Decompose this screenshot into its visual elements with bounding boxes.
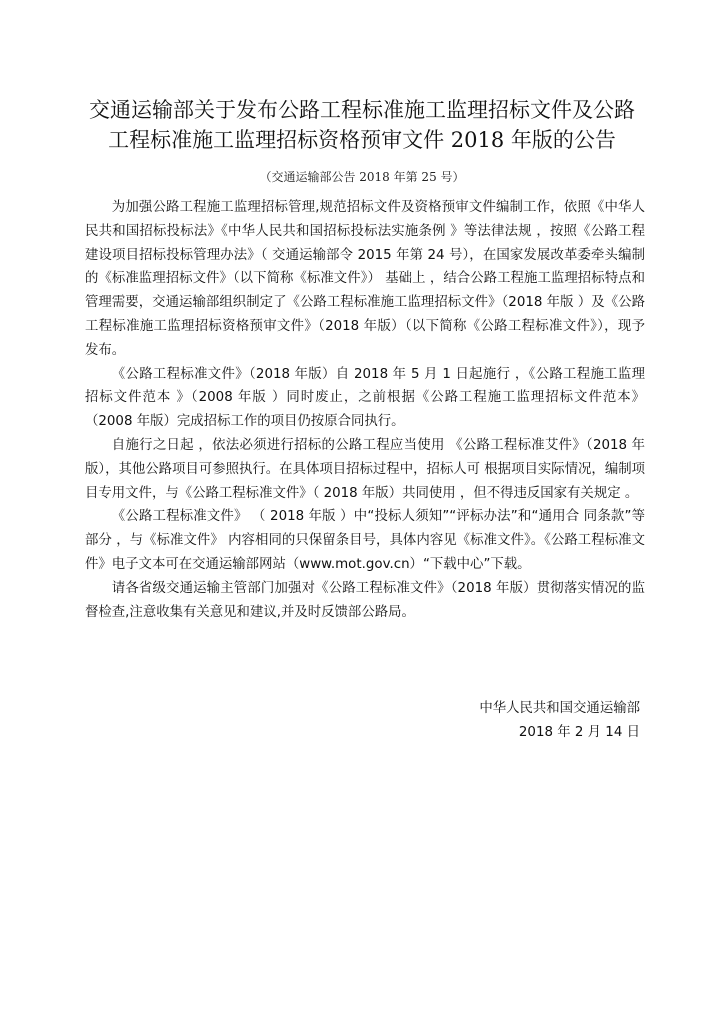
- paragraph-2: 《公路工程标准文件》（2018 年版）自 2018 年 5 月 1 日起施行 ，《公路工程施工监理招标文件范本 》（2008 年版 ）同时废止，之前根据《公路工程施工监理招标文件范本》（2008 年版）完成招标工作的项目仍按原合同执行。: [85, 366, 645, 430]
- title-line-1: 交通运输部关于发布公路工程标准施工监理招标文件及公路: [89, 98, 635, 122]
- document-title: [70, 95, 654, 155]
- paragraph-5: 请各省级交通运输主管部门加强对《公路工程标准文件》（2018 年版）贯彻落实情况的监督检查,注意收集有关意见和建议,并及时反馈部公路局。: [85, 580, 645, 620]
- issue-date: 2018 年 2 月 14 日: [518, 725, 640, 740]
- announcement-number: （交通运输部公告 2018 年第 25 号）: [259, 170, 465, 184]
- paragraph-1: 为加强公路工程施工监理招标管理,规范招标文件及资格预审文件编制工作，依照《中华人民共和国招标投标法》《中华人民共和国招标投标法实施条例 》等法律法规 ，按照《公路工程建设项目招标投标管理办法》（ 交通运输部令 2015 年第 24 号），在国家发展改革委牵头编制的《标准监理招标文件》（以下简称《标准文件》） 基础上 ，结合公路工程施工监理招标特点和管理需要，交通运输部组织制定了《公路工程标准施工监理招标文件》（2018 年版 ）及《公路工程标准施工监理招标资格预审文件》（2018 年版）（以下简称《公路工程标准文件》），现予发布。: [85, 200, 645, 358]
- paragraph-4: 《公路工程标准文件》 （ 2018 年版 ）中“投标人须知”“评标办法”和“通用合 同条款”等部分 ，与《标准文件》 内容相同的只保留条目号，具体内容见《标准文件》。《公路工程标准文件》电子文本可在交通运输部网站（www.mot.gov.cn）“下载中心”下载。: [85, 509, 645, 572]
- signature-block: [479, 697, 640, 745]
- paragraph-3: 自施行之日起 ，依法必须进行招标的公路工程应当使用 《公路工程标准艾件》（2018 年版），其他公路项目可参照执行。在具体项目招标过程中，招标人可 根据项目实际情况，编制项目专用文件，与《公路工程标准文件》（ 2018 年版）共同使用 ，但不得违反国家有关规定 。: [85, 437, 645, 501]
- issuing-organization: 中华人民共和国交通运输部: [479, 701, 640, 716]
- document-body: [85, 196, 645, 624]
- title-line-2: 工程标准施工监理招标资格预审文件 2018 年版的公告: [108, 128, 616, 152]
